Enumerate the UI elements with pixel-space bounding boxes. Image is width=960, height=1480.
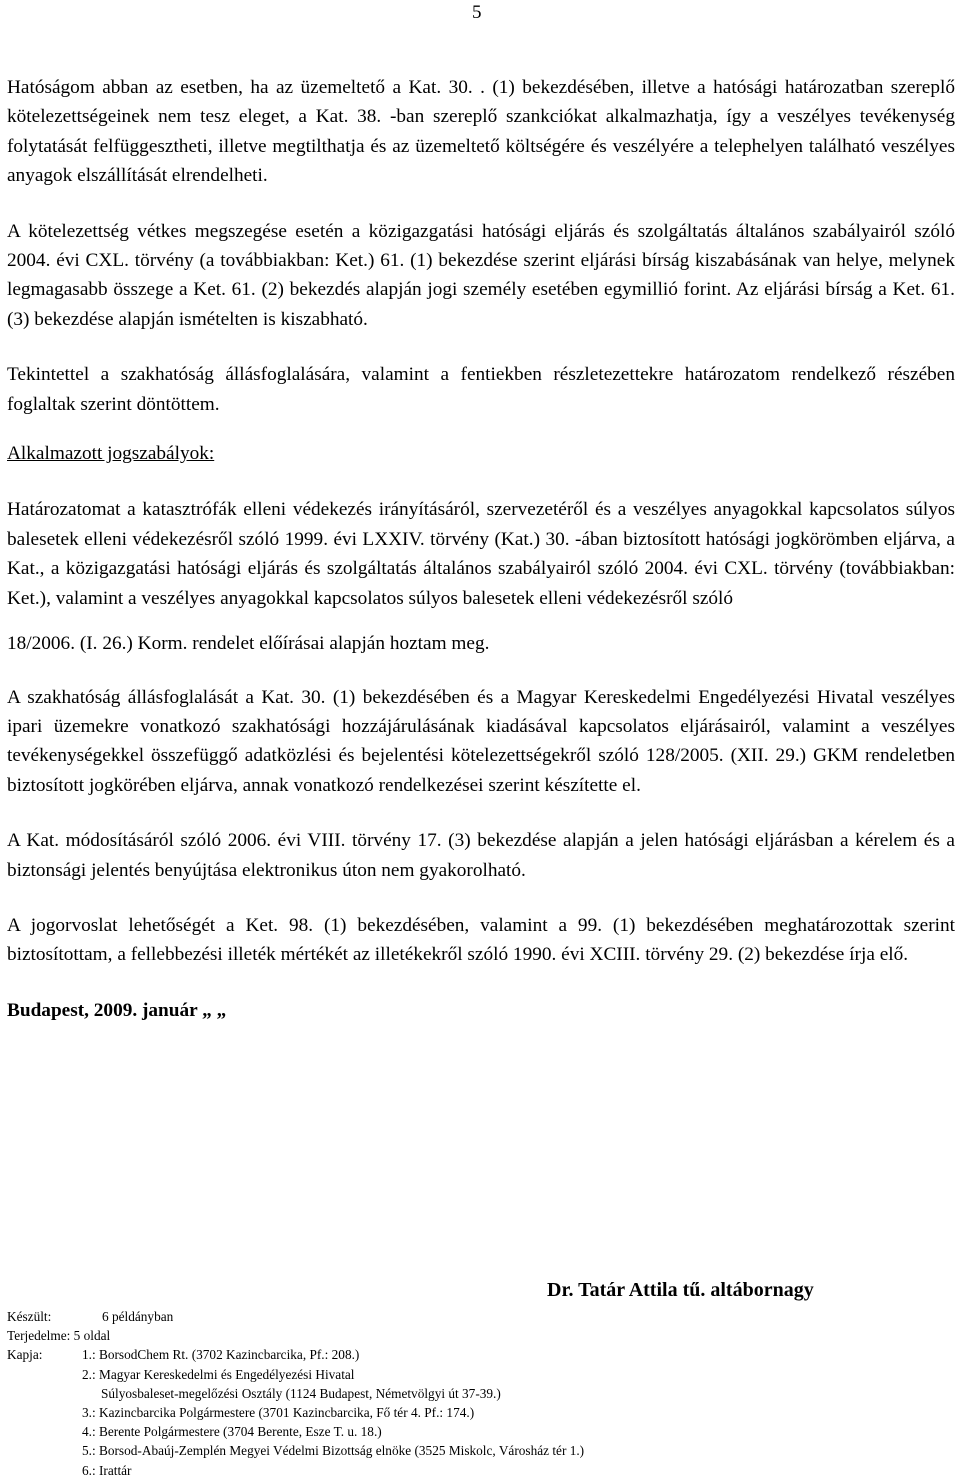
recipient: 4.: Berente Polgármestere (3704 Berente, Esze T. u. 18.) xyxy=(82,1424,382,1440)
paragraph-laws-basis: Határozatomat a katasztrófák elleni védekezés irányításáról, szervezetéről és a veszélyes anyagokkal kapcsolatos súlyos balesetek elleni védekezésről szóló 1999. évi LXXIV. törvény (Kat.) 30. -ában biztosított hatósági jogkörömben eljárva, a Kat., a közigazgatási hatósági eljárás és szolgáltatás általános szabályairól szóló 2004. évi CXL. törvény (továbbiakban: Ket.), valamint a veszélyes anyagokkal kapcsolatos súlyos balesetek elleni védekezésről szóló xyxy=(7,499,955,609)
paragraph-sanctions: Hatóságom abban az esetben, ha az üzemeltető a Kat. 30. . (1) bekezdésében, illetve a hatósági határozatban szereplő kötelezettségeinek nem tesz eleget, a Kat. 38. -ban szereplő szankciókat alkalmazhatja, így a veszélyes tevékenység folytatását felfüggesztheti, illetve megtilthatja és az üzemeltető költségére és veszélyére a telephelyen található veszélyes anyagok elszállítását elrendelheti. xyxy=(7,77,955,187)
paragraph-decision: Tekintettel a szakhatóság állásfoglalására, valamint a fentiekben részletezettekre határozatom rendelkező részében foglaltak szerint döntöttem. xyxy=(7,364,955,415)
recipient: 1.: BorsodChem Rt. (3702 Kazincbarcika, Pf.: 208.) xyxy=(82,1347,360,1363)
recipients-label: Kapja: xyxy=(7,1347,43,1363)
recipient: 2.: Magyar Kereskedelmi és Engedélyezési Hivatal xyxy=(82,1366,355,1382)
copies-label: Készült: xyxy=(7,1309,52,1324)
paragraph-laws-basis-cont: 18/2006. (I. 26.) Korm. rendelet előírásai alapján hoztam meg. xyxy=(7,633,490,655)
copies-row xyxy=(7,1307,584,1326)
paragraph-authority-opinion: A szakhatóság állásfoglalását a Kat. 30. (1) bekezdésében és a Magyar Kereskedelmi Engedélyezési Hivatal veszélyes ipari üzemekre vonatkozó szakhatósági hozzájárulásának kiadásával kapcsolatos eljárásairól, valamint a veszélyes tevékenységekkel összefüggő adatközlési és bejelentési kötelezettségekről szóló 128/2005. (XII. 29.) GKM rendeletben biztosított jogkörében eljárva, annak vonatkozó rendelkezései szerint készítette el. xyxy=(7,686,955,796)
paragraph-fine: A kötelezettség vétkes megszegése esetén a közigazgatási hatósági eljárás és szolgáltatás általános szabályairól szóló 2004. évi CXL. törvény (a továbbiakban: Ket.) 61. (1) bekezdése szerint eljárási bírság kiszabásának van helye, melynek legmagasabb összege a Ket. 61. (2) bekezdés alapján jogi személy esetében egymillió forint. Az eljárási bírság a Ket. 61. (3) bekezdése alapján ismételten is kiszabható. xyxy=(7,220,955,330)
page-number: 5 xyxy=(472,2,482,23)
paragraph-electronic: A Kat. módosításáról szóló 2006. évi VIII. törvény 17. (3) bekezdése alapján a jelen hatósági eljárásban a kérelem és a biztonsági jelentés benyújtása elektronikus úton nem gyakorolható. xyxy=(7,830,955,881)
recipient: 5.: Borsod-Abaúj-Zemplén Megyei Védelmi Bizottság elnöke (3525 Miskolc, Városház tér 1.) xyxy=(82,1443,585,1459)
recipient-row xyxy=(7,1345,584,1364)
distribution-block xyxy=(7,1307,584,1480)
recipient: 3.: Kazincbarcika Polgármestere (3701 Kazincbarcika, Fő tér 4. Pf.: 174.) xyxy=(82,1405,475,1421)
paragraph-legal-remedy: A jogorvoslat lehetőségét a Ket. 98. (1) bekezdésében, valamint a 99. (1) bekezdésében meghatározottak szerint biztosítottam, a fellebbezési illeték mértékét az illetékekről szóló 1990. évi XCIII. törvény 29. (2) bekezdése írja elő. xyxy=(7,914,955,966)
city-date: Budapest, 2009. január „ „ xyxy=(7,999,227,1021)
recipient: 6.: Irattár xyxy=(82,1462,132,1478)
applied-laws-heading: Alkalmazott jogszabályok: xyxy=(7,443,215,465)
copies-value: 6 példányban xyxy=(102,1309,174,1324)
document-body xyxy=(7,73,955,1025)
signer-name: Dr. Tatár Attila tű. altábornagy xyxy=(547,1279,814,1301)
recipient-continuation: Súlyosbaleset-megelőzési Osztály (1124 Budapest, Németvölgyi út 37-39.) xyxy=(101,1385,501,1401)
pages-row: Terjedelme: 5 oldal xyxy=(7,1328,111,1344)
